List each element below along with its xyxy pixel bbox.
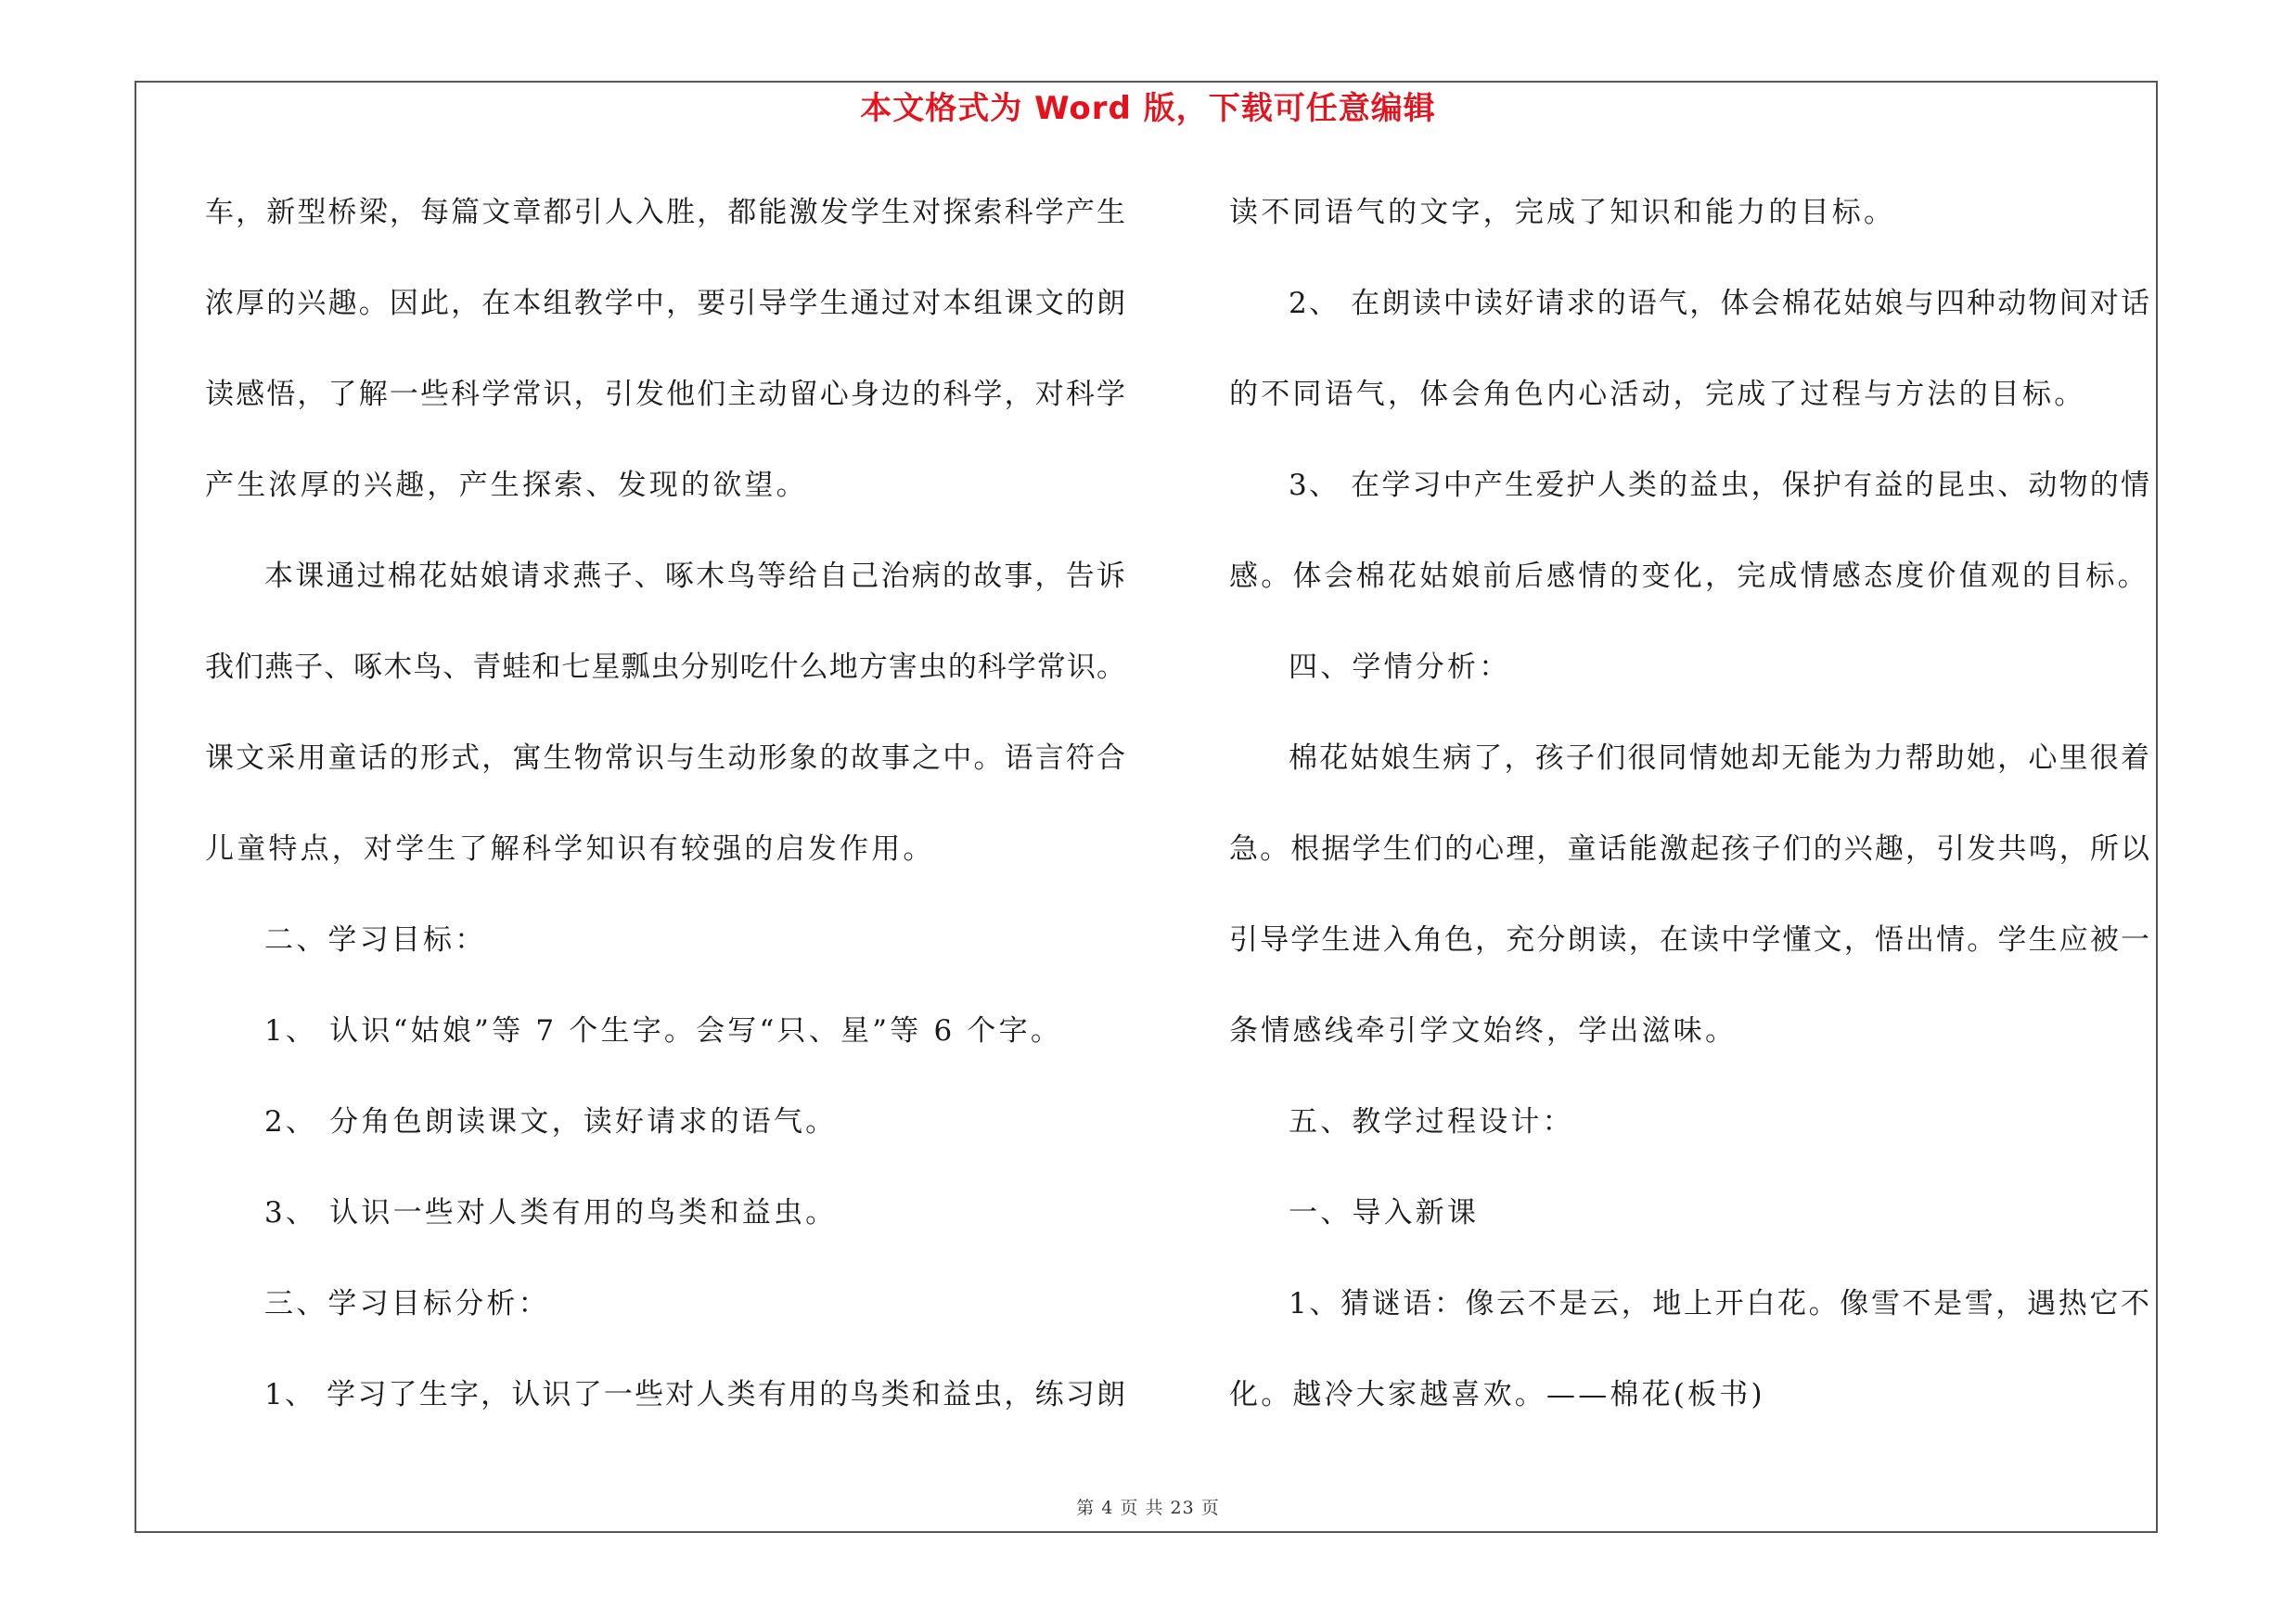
text-line: 引导学生进入角色，充分朗读，在读中学懂文，悟出情。学生应被一 — [1229, 923, 2149, 957]
text-line: 3、 认识一些对人类有用的鸟类和益虫。 — [264, 1196, 838, 1230]
text-line: 2、 分角色朗读课文，读好请求的语气。 — [264, 1105, 838, 1139]
text-line: 三、学习目标分析： — [264, 1287, 550, 1320]
text-line: 五、教学过程设计： — [1289, 1105, 1574, 1139]
text-line: 1、猜谜语：像云不是云，地上开白花。像雪不是雪，遇热它不 — [1289, 1287, 2149, 1320]
text-line: 3、 在学习中产生爱护人类的益虫，保护有益的昆虫、动物的情 — [1289, 469, 2149, 502]
text-line: 一、导入新课 — [1289, 1196, 1480, 1230]
text-line: 四、学情分析： — [1289, 650, 1511, 684]
text-line: 课文采用童话的形式，寓生物常识与生动形象的故事之中。语言符合 — [205, 741, 1125, 775]
text-line: 本课通过棉花姑娘请求燕子、啄木鸟等给自己治病的故事，告诉 — [264, 560, 1125, 593]
left-column — [205, 183, 1125, 1456]
page-number-footer: 第 4 页 共 23 页 — [1076, 1498, 1220, 1518]
text-line: 条情感线牵引学文始终，学出滋味。 — [1229, 1014, 1738, 1048]
text-line: 1、 认识“姑娘”等 7 个生字。会写“只、星”等 6 个字。 — [264, 1014, 1063, 1048]
text-line: 我们燕子、啄木鸟、青蛙和七星瓢虫分别吃什么地方害虫的科学常识。 — [205, 650, 1125, 684]
text-line: 儿童特点，对学生了解科学知识有较强的启发作用。 — [205, 832, 935, 866]
text-line: 化。越冷大家越喜欢。——棉花(板书) — [1229, 1378, 1765, 1411]
text-line: 1、 学习了生字，认识了一些对人类有用的鸟类和益虫，练习朗 — [264, 1378, 1125, 1411]
text-line: 读不同语气的文字，完成了知识和能力的目标。 — [1229, 196, 1896, 229]
text-line: 感。体会棉花姑娘前后感情的变化，完成情感态度价值观的目标。 — [1229, 560, 2149, 593]
text-line: 2、 在朗读中读好请求的语气，体会棉花姑娘与四种动物间对话 — [1289, 287, 2149, 320]
text-line: 急。根据学生们的心理，童话能激起孩子们的兴趣，引发共鸣，所以 — [1229, 832, 2149, 866]
right-column — [1229, 183, 2149, 1456]
text-line: 产生浓厚的兴趣，产生探索、发现的欲望。 — [205, 469, 808, 502]
format-notice-banner: 本文格式为 Word 版，下载可任意编辑 — [860, 90, 1436, 127]
text-line: 读感悟，了解一些科学常识，引发他们主动留心身边的科学，对科学 — [205, 378, 1125, 411]
text-line: 浓厚的兴趣。因此，在本组教学中，要引导学生通过对本组课文的朗 — [205, 287, 1125, 320]
text-line: 的不同语气，体会角色内心活动，完成了过程与方法的目标。 — [1229, 378, 2086, 411]
text-line: 车，新型桥梁，每篇文章都引人入胜，都能激发学生对探索科学产生 — [205, 196, 1125, 229]
text-line: 二、学习目标： — [264, 923, 487, 957]
text-line: 棉花姑娘生病了，孩子们很同情她却无能为力帮助她，心里很着 — [1289, 741, 2149, 775]
